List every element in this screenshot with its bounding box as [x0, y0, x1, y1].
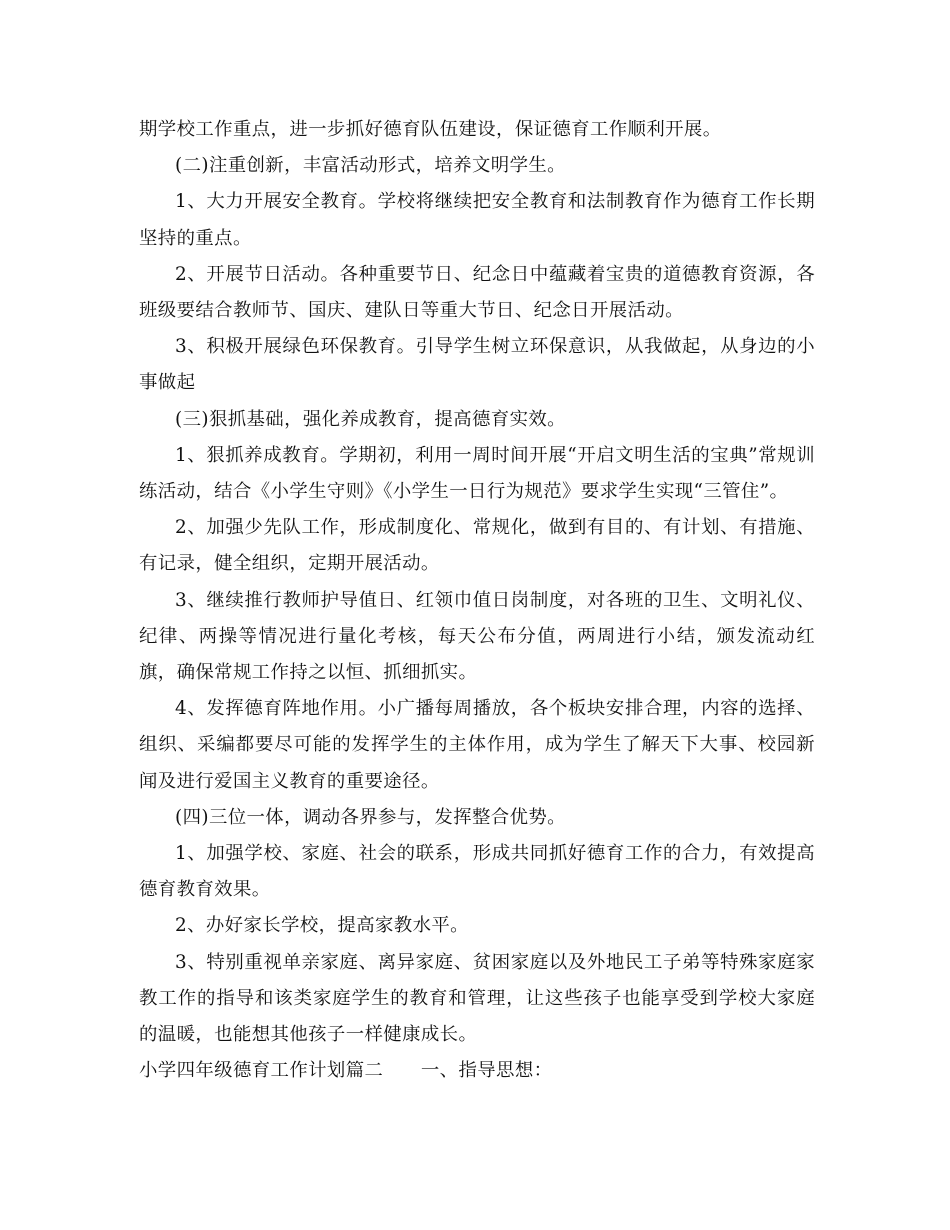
paragraph: 2、办好家长学校，提高家教水平。 — [175, 915, 469, 937]
section-heading: (四)三位一体，调动各界参与，发挥整合优势。 — [175, 806, 566, 828]
paragraph: 1、狠抓养成教育。学期初，利用一周时间开展“开启文明生活的宝典”常规训练活动，结合《小学生守则》《小学生一日行为规范》要求学生实现“三管住”。 — [139, 444, 815, 503]
paragraph: 4、发挥德育阵地作用。小广播每周播放，各个板块安排合理，内容的选择、组织、采编都要尽可能的发挥学生的主体作用，成为学生了解天下大事、校园新闻及进行爱国主义教育的重要途径。 — [139, 698, 815, 792]
paragraph: 1、加强学校、家庭、社会的联系，形成共同抓好德育工作的合力，有效提高德育教育效果。 — [139, 843, 815, 901]
paragraph: 3、特别重视单亲家庭、离异家庭、贫困家庭以及外地民工子弟等特殊家庭家教工作的指导和该类家庭学生的教育和管理，让这些孩子也能享受到学校大家庭的温暖，也能想其他孩子一样健康成长。 — [139, 951, 815, 1046]
section-heading: (二)注重创新，丰富活动形式，培养文明学生。 — [175, 155, 566, 177]
section-heading: (三)狠抓基础，强化养成教育，提高德育实效。 — [175, 408, 566, 430]
paragraph: 2、开展节日活动。各种重要节日、纪念日中蕴藏着宝贵的道德教育资源，各班级要结合教师节、国庆、建队日等重大节日、纪念日开展活动。 — [139, 263, 815, 322]
paragraph: 3、积极开展绿色环保教育。引导学生树立环保意识，从我做起，从身边的小事做起 — [139, 336, 815, 394]
paragraph: 3、继续推行教师护导值日、红领巾值日岗制度，对各班的卫生、文明礼仪、纪律、两操等情况进行量化考核，每天公布分值，两周进行小结，颁发流动红旗，确保常规工作持之以恒、抓细抓实。 — [139, 589, 815, 684]
paragraph: 2、加强少先队工作，形成制度化、常规化，做到有目的、有计划、有措施、有记录，健全组织，定期开展活动。 — [139, 517, 815, 575]
document-body — [139, 112, 815, 1089]
paragraph: 期学校工作重点，进一步抓好德育队伍建设，保证德育工作顺利开展。 — [139, 119, 722, 140]
next-section-title: 小学四年级德育工作计划篇二 一、指导思想： — [139, 1060, 553, 1082]
paragraph: 1、大力开展安全教育。学校将继续把安全教育和法制教育作为德育工作长期坚持的重点。 — [139, 191, 815, 249]
